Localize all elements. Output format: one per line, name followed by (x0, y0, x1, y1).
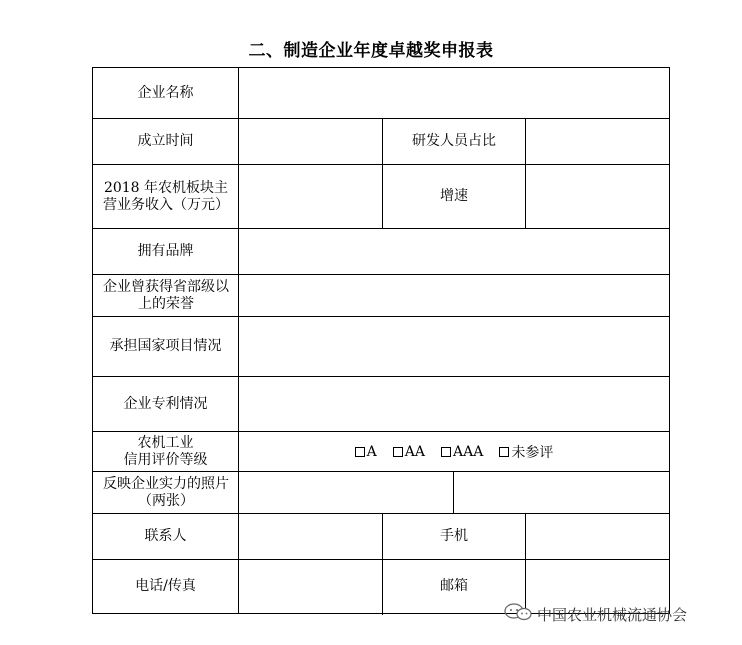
checkbox-icon (441, 447, 451, 457)
credit-option-a[interactable]: A (355, 444, 377, 460)
watermark (503, 602, 687, 626)
contact-label: 联系人 (144, 528, 187, 544)
phone-fax-label: 电话/传真 (135, 578, 196, 594)
application-form (92, 67, 670, 614)
mobile-field[interactable] (526, 514, 669, 559)
photo-2-field[interactable] (454, 472, 669, 513)
phone-fax-field[interactable] (239, 560, 382, 613)
honors-field[interactable] (239, 275, 669, 316)
rd-ratio-field[interactable] (526, 119, 669, 164)
patents-field[interactable] (239, 377, 669, 431)
founded-time-label: 成立时间 (137, 133, 194, 149)
company-name-label: 企业名称 (137, 84, 194, 101)
contact-field[interactable] (239, 514, 382, 559)
form-title: 二、制造企业年度卓越奖申报表 (248, 41, 494, 61)
mobile-label: 手机 (440, 528, 468, 544)
patents-label: 企业专利情况 (123, 395, 208, 412)
checkbox-icon (355, 447, 365, 457)
revenue-label: 2018 年农机板块主营业务收入（万元） (103, 179, 229, 213)
national-projects-label: 承担国家项目情况 (109, 338, 222, 354)
credit-rating-options (239, 432, 669, 471)
checkbox-icon (499, 447, 509, 457)
company-name-field[interactable] (239, 68, 669, 118)
founded-time-field[interactable] (239, 119, 382, 164)
photo-1-field[interactable] (239, 472, 453, 513)
growth-field[interactable] (526, 165, 669, 228)
national-projects-field[interactable] (239, 317, 669, 376)
honors-label: 企业曾获得省部级以上的荣誉 (103, 278, 229, 312)
credit-option-aaa[interactable]: AAA (441, 444, 483, 460)
revenue-field[interactable] (239, 165, 382, 228)
email-label: 邮箱 (440, 578, 468, 594)
credit-option-aa[interactable]: AA (393, 444, 425, 460)
checkbox-icon (393, 447, 403, 457)
growth-label: 增速 (440, 188, 468, 204)
brands-field[interactable] (239, 229, 669, 274)
credit-option-not-rated[interactable]: 未参评 (499, 442, 553, 462)
brands-label: 拥有品牌 (137, 243, 194, 259)
wechat-icon (503, 602, 533, 626)
rd-ratio-label: 研发人员占比 (412, 133, 496, 149)
watermark-text: 中国农业机械流通协会 (537, 605, 688, 624)
photos-label: 反映企业实力的照片（两张） (103, 475, 229, 509)
credit-rating-label: 农机工业 信用评价等级 (123, 434, 208, 468)
